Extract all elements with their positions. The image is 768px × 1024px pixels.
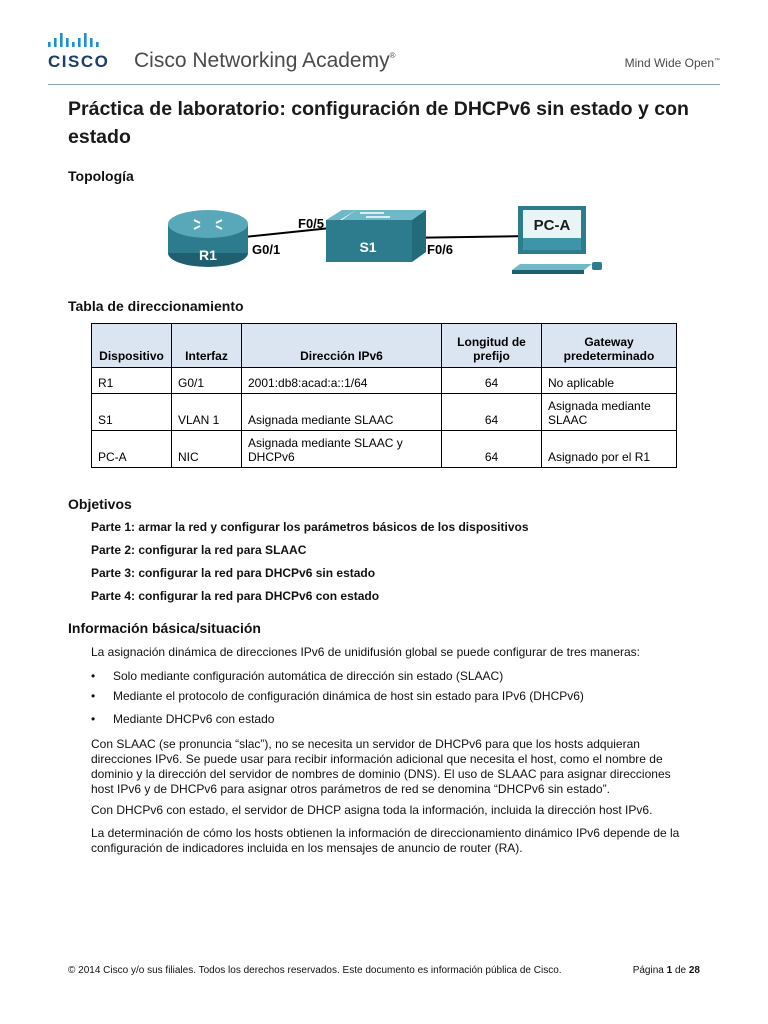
- table-cell: Asignada mediante SLAAC: [242, 394, 442, 431]
- pc-icon: [512, 206, 602, 274]
- table-row: [92, 431, 677, 468]
- section-heading-topologia: Topología: [68, 168, 134, 184]
- switch-icon: [326, 210, 426, 262]
- table-cell: 64: [442, 368, 542, 394]
- table-cell: 64: [442, 431, 542, 468]
- table-row: [92, 368, 677, 394]
- table-cell: 64: [442, 394, 542, 431]
- table-cell: R1: [92, 368, 172, 394]
- table-cell: No aplicable: [542, 368, 677, 394]
- footer-copyright: © 2014 Cisco y/o sus filiales. Todos los derechos reservados. Este documento es información pública de Cisco.: [68, 965, 562, 976]
- table-header-row: [92, 324, 677, 368]
- table-cell: PC-A: [92, 431, 172, 468]
- info-paragraph-stateful: Con DHCPv6 con estado, el servidor de DHCP asigna toda la información, incluida la dirección host IPv6.: [91, 803, 653, 817]
- objective-item: Parte 2: configurar la red para SLAAC: [91, 543, 307, 557]
- info-paragraph-ra: La determinación de cómo los hosts obtienen la información de direccionamiento dinámico IPv6 depende de la configuración de indicadores incluida en los mensajes de anuncio de router (RA).: [91, 826, 680, 855]
- tagline: Mind Wide Open™: [624, 56, 720, 70]
- table-cell: Asignada mediante SLAAC y DHCPv6: [242, 431, 442, 468]
- table-cell: S1: [92, 394, 172, 431]
- iface-f05: F0/5: [298, 216, 325, 231]
- info-intro: La asignación dinámica de direcciones IPv6 de unidifusión global se puede configurar de tres maneras:: [91, 645, 641, 659]
- list-item: • Solo mediante configuración automática de dirección sin estado (SLAAC): [91, 669, 504, 683]
- table-cell: 2001:db8:acad:a::1/64: [242, 368, 442, 394]
- switch-label: S1: [359, 239, 377, 255]
- objective-item: Parte 1: armar la red y configurar los parámetros básicos de los dispositivos: [91, 520, 529, 534]
- bullet-icon: •: [91, 669, 96, 683]
- table-cell: NIC: [172, 431, 242, 468]
- page-title: Práctica de laboratorio: configuración de DHCPv6 sin estado y con estado: [68, 98, 689, 148]
- iface-f06: F0/6: [427, 242, 454, 257]
- table-cell: Asignado por el R1: [542, 431, 677, 468]
- page-footer: [68, 965, 700, 976]
- col-gateway: Gateway predeterminado: [542, 324, 677, 368]
- table-cell: VLAN 1: [172, 394, 242, 431]
- info-paragraph-slaac: Con SLAAC (se pronuncia “slac”), no se necesita un servidor de DHCPv6 para que los hosts adquieran direcciones IPv6. Se puede usar para recibir información adicional que necesita el host, como el nombre de dominio y la dirección del servidor de nombres de dominio (DNS). El uso de SLAAC para asignar direcciones host IPv6 y de DHCPv6 para asignar otros parámetros de red se denomina “DHCPv6 sin estado”.: [91, 737, 671, 796]
- table-cell: G0/1: [172, 368, 242, 394]
- bullet-icon: •: [91, 689, 96, 703]
- col-dispositivo: Dispositivo: [92, 324, 172, 368]
- router-icon: [168, 210, 248, 267]
- table-row: [92, 394, 677, 431]
- col-longitud: Longitud de prefijo: [442, 324, 542, 368]
- list-item: • Mediante el protocolo de configuración dinámica de host sin estado para IPv6 (DHCPv6): [91, 689, 584, 703]
- section-heading-tabla: Tabla de direccionamiento: [68, 298, 244, 314]
- addressing-table: [91, 323, 677, 468]
- cisco-logo-bars-icon: [48, 31, 112, 51]
- router-label: R1: [199, 247, 217, 263]
- iface-g01: G0/1: [252, 242, 281, 257]
- header-divider: [48, 84, 720, 85]
- page-number: Página 1 de 28: [632, 965, 700, 976]
- objective-item: Parte 3: configurar la red para DHCPv6 sin estado: [91, 566, 376, 580]
- bullet-icon: •: [91, 712, 96, 726]
- pc-label: PC-A: [533, 217, 571, 234]
- section-heading-info: Información básica/situación: [68, 620, 261, 636]
- section-heading-objetivos: Objetivos: [68, 496, 132, 512]
- cisco-wordmark: CISCO: [48, 52, 110, 71]
- col-interfaz: Interfaz: [172, 324, 242, 368]
- topology-diagram: [160, 198, 610, 278]
- table-cell: Asignada mediante SLAAC: [542, 394, 677, 431]
- col-direccion: Dirección IPv6: [242, 324, 442, 368]
- page-header: [0, 0, 768, 88]
- list-item: • Mediante DHCPv6 con estado: [91, 712, 275, 726]
- objective-item: Parte 4: configurar la red para DHCPv6 con estado: [91, 589, 380, 603]
- academy-name: Cisco Networking Academy®: [134, 49, 396, 72]
